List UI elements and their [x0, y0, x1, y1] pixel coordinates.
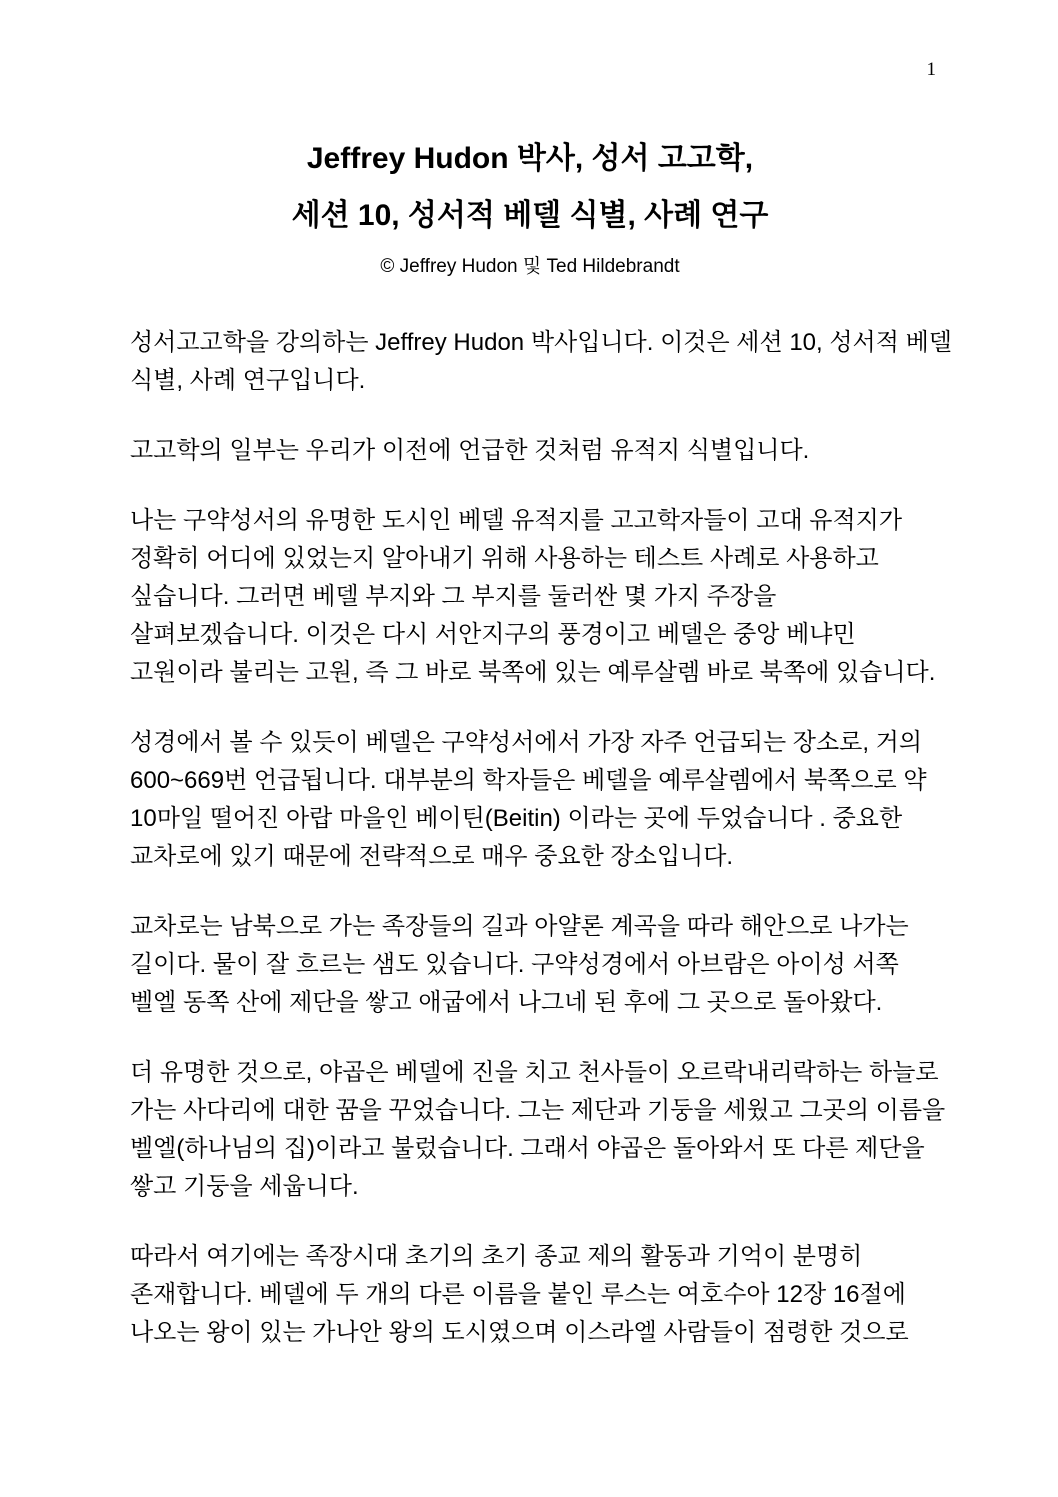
paragraph-line: 벨엘 동쪽 산에 제단을 쌓고 애굽에서 나그네 된 후에 그 곳으로 돌아왔다.: [130, 989, 883, 1016]
paragraph-line: 싶습니다. 그러면 베델 부지와 그 부지를 둘러싼 몇 가지 주장을: [130, 583, 777, 610]
paragraph-line: 더 유명한 것으로, 야곱은 베델에 진을 치고 천사들이 오르락내리락하는 하늘로: [130, 1059, 939, 1086]
paragraph: [130, 724, 930, 876]
paragraph: [130, 1054, 946, 1206]
copyright-line: © Jeffrey Hudon 및 Ted Hildebrandt: [380, 256, 680, 277]
title-line-1: Jeffrey Hudon 박사, 성서 고고학,: [306, 142, 754, 175]
paragraph-line: 식별, 사례 연구입니다.: [130, 367, 366, 394]
title-line-2: 세션 10, 성서적 베델 식별, 사례 연구: [291, 199, 769, 232]
paragraph-line: 10마일 떨어진 아랍 마을인 베이틴(Beitin) 이라는 곳에 두었습니다 . 중요한: [130, 805, 903, 832]
paragraph-line: 고원이라 불리는 고원, 즉 그 바로 북쪽에 있는 예루살렘 바로 북쪽에 있습니다.: [130, 659, 936, 686]
paragraph-line: 따라서 여기에는 족장시대 초기의 초기 종교 제의 활동과 기억이 분명히: [130, 1243, 863, 1270]
paragraph-line: 600~669번 언급됩니다. 대부분의 학자들은 베델을 예루살렘에서 북쪽으로 약: [130, 767, 927, 794]
paragraph-line: 살펴보겠습니다. 이것은 다시 서안지구의 풍경이고 베델은 중앙 베냐민: [130, 621, 856, 648]
paragraph-line: 쌓고 기둥을 세웁니다.: [130, 1173, 359, 1200]
paragraph: [130, 1238, 930, 1352]
paragraph-line: 고고학의 일부는 우리가 이전에 언급한 것처럼 유적지 식별입니다.: [130, 437, 810, 464]
paragraph-line: 정확히 어디에 있었는지 알아내기 위해 사용하는 테스트 사례로 사용하고: [130, 545, 879, 572]
paragraph-line: 성서고고학을 강의하는 Jeffrey Hudon 박사입니다. 이것은 세션 10, 성서적 베델: [130, 329, 952, 356]
paragraph-line: 교차로에 있기 때문에 전략적으로 매우 중요한 장소입니다.: [130, 843, 734, 870]
paragraph-line: 가는 사다리에 대한 꿈을 꾸었습니다. 그는 제단과 기둥을 세웠고 그곳의 이름을: [130, 1097, 946, 1124]
paragraph: [130, 324, 952, 400]
paragraph-line: 벨엘(하나님의 집)이라고 불렀습니다. 그래서 야곱은 돌아와서 또 다른 제단을: [130, 1135, 925, 1162]
page-number: 1: [926, 59, 936, 80]
paragraph-line: 길이다. 물이 잘 흐르는 샘도 있습니다. 구약성경에서 아브람은 아이성 서쪽: [130, 951, 899, 978]
paragraph-line: 교차로는 남북으로 가는 족장들의 길과 아얄론 계곡을 따라 해안으로 나가는: [130, 913, 909, 940]
document-body: [130, 324, 952, 1352]
paragraph-line: 성경에서 볼 수 있듯이 베델은 구약성서에서 가장 자주 언급되는 장소로, 거의: [130, 729, 923, 756]
paragraph-line: 존재합니다. 베델에 두 개의 다른 이름을 붙인 루스는 여호수아 12장 16절에: [130, 1281, 906, 1308]
paragraph: [130, 908, 930, 1022]
document-content: [0, 130, 1058, 1352]
document-title: [130, 130, 930, 244]
paragraph: [130, 432, 930, 470]
paragraph-line: 나오는 왕이 있는 가나안 왕의 도시였으며 이스라엘 사람들이 점령한 것으로: [130, 1319, 909, 1346]
paragraph-line: 나는 구약성서의 유명한 도시인 베델 유적지를 고고학자들이 고대 유적지가: [130, 507, 903, 534]
paragraph: [130, 502, 936, 692]
